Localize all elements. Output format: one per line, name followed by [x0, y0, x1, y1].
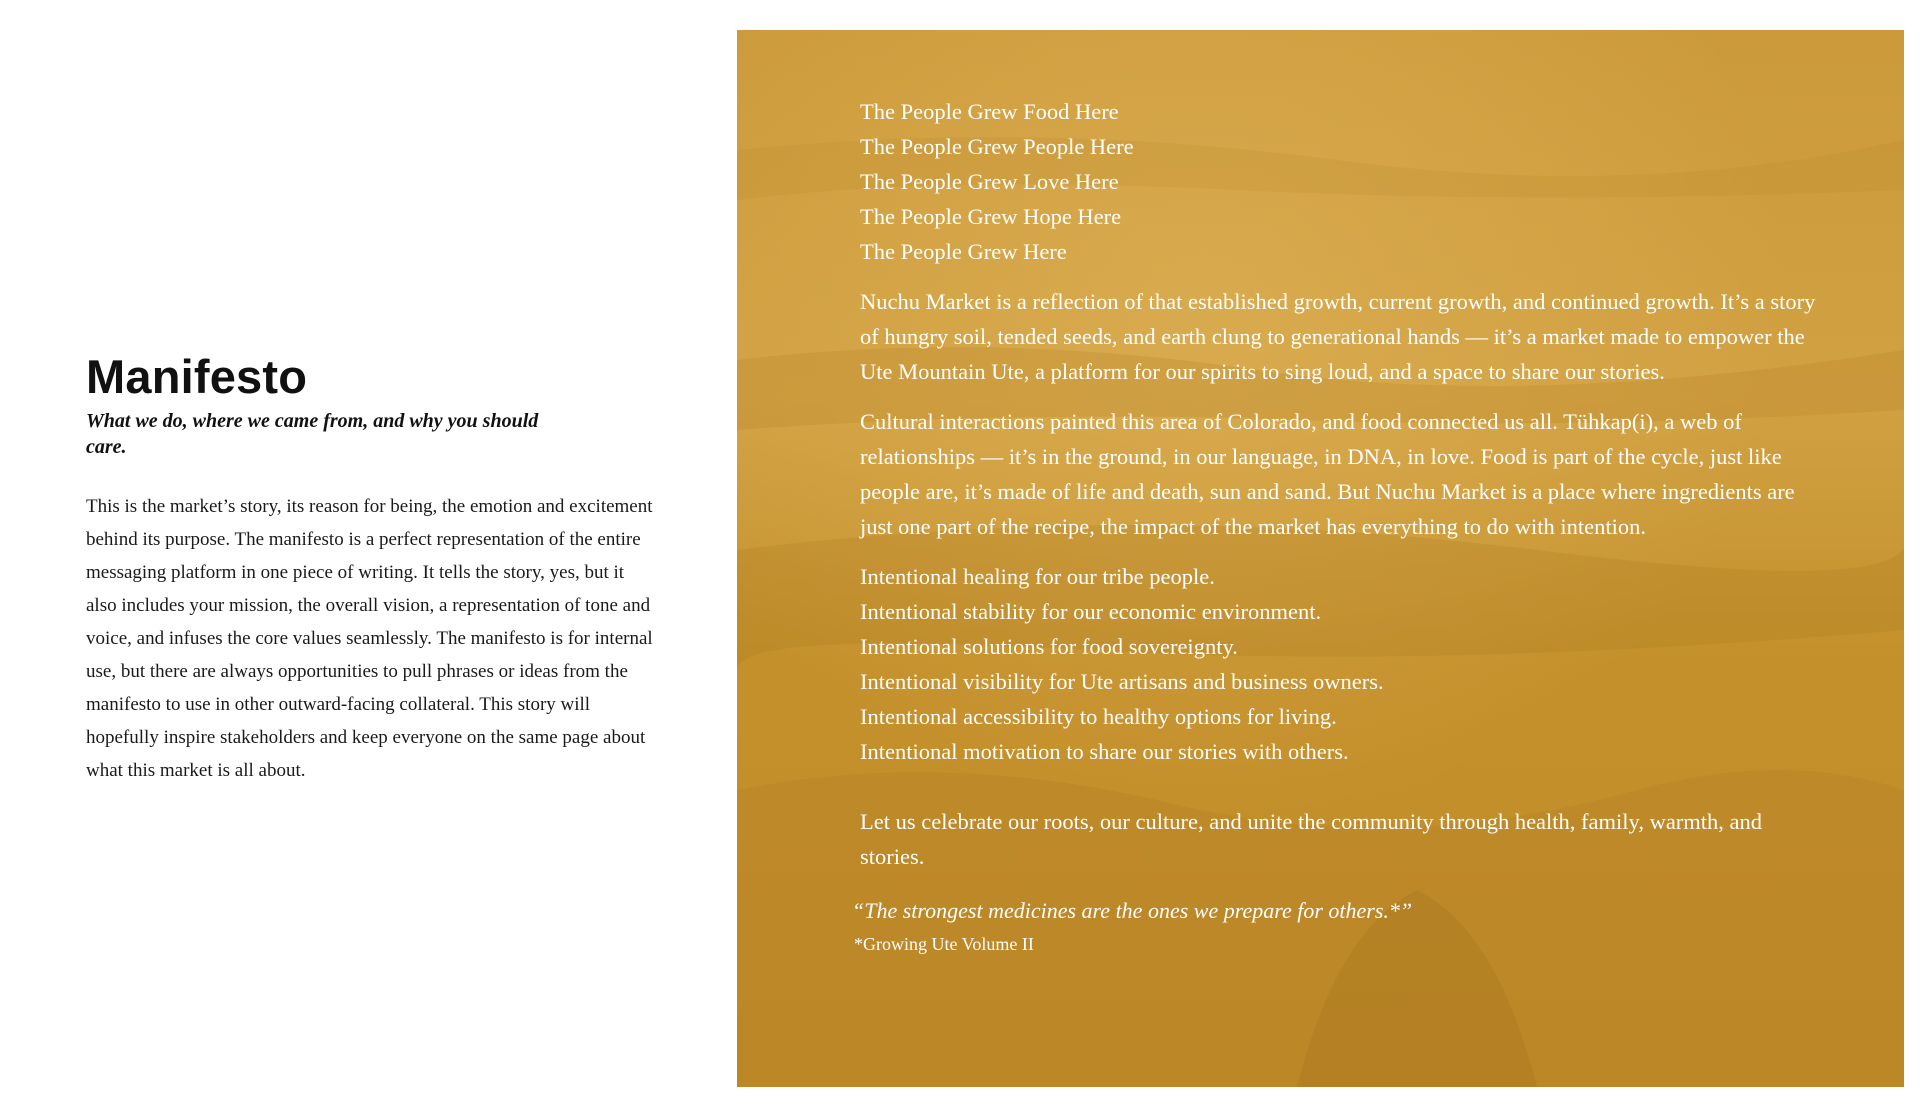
intentional-line: Intentional healing for our tribe people.: [860, 564, 1215, 589]
paragraph-culture: Cultural interactions painted this area of Colorado, and food connected us all. Tühkap(i), a web of relationships — it’s in the ground, in our language, in DNA, in love. Food is part of the cycle, just like people are, it’s made of life and death, sun and sand. But Nuchu Market is a place where ingredients are just one part of the recipe, the impact of the market has everything to do with intention.: [860, 409, 1795, 539]
page-title: Manifesto: [86, 350, 308, 403]
intentional-line: Intentional visibility for Ute artisans and business owners.: [860, 669, 1384, 694]
grew-lines: [860, 94, 1820, 269]
quote: “The strongest medicines are the ones we prepare for others.*”: [852, 898, 1413, 923]
closing-paragraph: Let us celebrate our roots, our culture, and unite the community through health, family, warmth, and stories.: [860, 809, 1763, 869]
intentional-line: Intentional stability for our economic environment.: [860, 599, 1322, 624]
intentional-line: Intentional accessibility to healthy options for living.: [860, 704, 1337, 729]
grew-line: The People Grew Food Here: [860, 99, 1119, 124]
grew-line: The People Grew People Here: [860, 134, 1134, 159]
grew-line: The People Grew Here: [860, 239, 1067, 264]
manifesto-panel: [737, 30, 1904, 1087]
quote-source: *Growing Ute Volume II: [854, 934, 1034, 954]
intentional-lines: [860, 559, 1820, 769]
intentional-line: Intentional solutions for food sovereignty.: [860, 634, 1238, 659]
intentional-line: Intentional motivation to share our stories with others.: [860, 739, 1349, 764]
grew-line: The People Grew Hope Here: [860, 204, 1122, 229]
paragraph-growth: Nuchu Market is a reflection of that established growth, current growth, and continued growth. It’s a story of hungry soil, tended seeds, and earth clung to generational hands — it’s a market made to empower the Ute Mountain Ute, a platform for our spirits to sing loud, and a space to share our stories.: [860, 289, 1816, 384]
grew-line: The People Grew Love Here: [860, 169, 1119, 194]
manifesto-text: [852, 94, 1820, 956]
page-subtitle: What we do, where we came from, and why you should care.: [86, 410, 539, 458]
intro-body-text: This is the market’s story, its reason for being, the emotion and excitement behind its purpose. The manifesto is a perfect representation of the entire messaging platform in one piece of writing. It tells the story, yes, but it also includes your mission, the overall vision, a representation of tone and voice, and infuses the core values seamlessly. The manifesto is for internal use, but there are always opportunities to pull phrases or ideas from the manifesto to use in other outward-facing collateral. This story will hopefully inspire stakeholders and keep everyone on the same page about what this market is all about.: [86, 496, 653, 781]
intro-column: [86, 352, 666, 787]
